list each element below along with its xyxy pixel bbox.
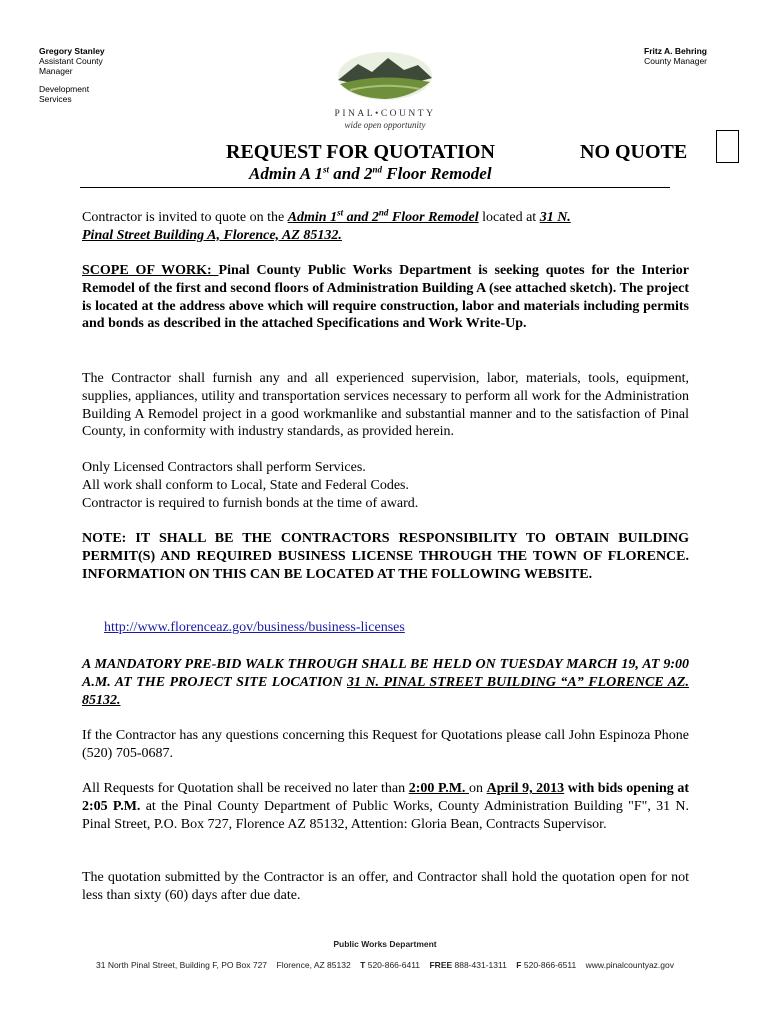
project-address-1: 31 N. bbox=[539, 210, 571, 225]
footer-fax-label: F bbox=[516, 960, 522, 970]
footer-tollfree: 888-431-1311 bbox=[454, 960, 507, 970]
assistant-manager-name: Gregory Stanley bbox=[39, 46, 105, 56]
footer-fax: 520-866-6511 bbox=[523, 960, 577, 970]
project-sup-2: nd bbox=[378, 207, 389, 218]
header-right bbox=[644, 46, 707, 66]
deadline-text-2: on bbox=[469, 781, 487, 796]
mountain-logo-icon bbox=[320, 48, 450, 104]
footer-address: 31 North Pinal Street, Building F, PO Box 727 bbox=[96, 960, 268, 970]
title-divider bbox=[80, 187, 670, 188]
footer-phone-label: T bbox=[360, 960, 366, 970]
county-manager-title: County Manager bbox=[644, 56, 707, 66]
questions-paragraph: If the Contractor has any questions concerning this Request for Quotations please call John Espinoza Phone (520) 705-0687. bbox=[82, 728, 689, 761]
scope-label: SCOPE OF WORK: bbox=[82, 263, 219, 278]
project-name-a: Admin 1 bbox=[287, 210, 338, 225]
walkthrough-text: A MANDATORY PRE-BID WALK THROUGH SHALL BE HELD ON TUESDAY MARCH 19, AT 9:00 A.M. AT THE PROJECT SITE LOCATION bbox=[82, 657, 689, 690]
deadline-text-1: All Requests for Quotation shall be received no later than bbox=[82, 781, 409, 796]
walkthrough-location: 31 N. PINAL STREET BUILDING “A” FLORENCE AZ. 85132. bbox=[82, 674, 689, 708]
dept-line-1: Development bbox=[39, 84, 90, 94]
footer-city: Florence, AZ 85132 bbox=[276, 960, 351, 970]
dept-line-2: Services bbox=[39, 94, 72, 104]
document-subtitle bbox=[249, 164, 492, 184]
subtitle-prefix: Admin A 1 bbox=[249, 164, 324, 183]
walkthrough-notice bbox=[82, 656, 689, 709]
subtitle-sup-1: st bbox=[323, 164, 330, 175]
footer-dept-name: Public Works Department bbox=[333, 939, 437, 949]
pinal-county-logo bbox=[320, 48, 450, 130]
assistant-manager-title-2: Manager bbox=[39, 66, 73, 76]
requirements-list bbox=[82, 459, 689, 512]
footer-website[interactable]: www.pinalcountyaz.gov bbox=[585, 960, 674, 970]
business-license-link[interactable]: http://www.florenceaz.gov/business/business-licenses bbox=[104, 620, 405, 635]
footer-phone: 520-866-6411 bbox=[367, 960, 421, 970]
project-name-b: and 2 bbox=[343, 210, 379, 225]
no-quote-checkbox[interactable] bbox=[716, 130, 739, 163]
subtitle-mid: and 2 bbox=[329, 164, 373, 183]
requirement-item: Contractor is required to furnish bonds at the time of award. bbox=[82, 495, 419, 511]
offer-paragraph: The quotation submitted by the Contractor is an offer, and Contractor shall hold the quotation open for not less than sixty (60) days after due date. bbox=[82, 870, 689, 903]
furnish-paragraph: The Contractor shall furnish any and all experienced supervision, labor, materials, tools, equipment, supplies, appliances, utility and transportation services necessary to perform all work for the Administration Building A Remodel project in a good workmanlike and substantial manner and to the satisfaction of Pinal County, in conformity with industry standards, as provided herein. bbox=[82, 371, 689, 440]
county-manager-name: Fritz A. Behring bbox=[644, 46, 707, 56]
project-sup-1: st bbox=[337, 207, 344, 218]
deadline-text-4: at the Pinal County Department of Public Works, County Administration Building "F", 31 N. Pinal Street, P.O. Box 727, Florence AZ 85132, Attention: Gloria Bean, Contracts Supervisor. bbox=[82, 798, 689, 832]
footer-dept bbox=[0, 939, 770, 949]
deadline-time: 2:00 P.M. bbox=[408, 781, 470, 796]
footer-tollfree-label: FREE bbox=[429, 960, 453, 970]
no-quote-label: NO QUOTE bbox=[580, 141, 688, 163]
project-address-2: Pinal Street Building A, Florence, AZ 85132. bbox=[82, 227, 342, 243]
logo-tagline: wide open opportunity bbox=[344, 120, 426, 130]
intro-located: located at bbox=[478, 210, 540, 225]
logo-name: PINAL•COUNTY bbox=[334, 109, 436, 119]
intro-paragraph bbox=[82, 209, 689, 245]
subtitle-sup-2: nd bbox=[372, 164, 383, 175]
project-name-c: Floor Remodel bbox=[388, 210, 479, 225]
bid-opening-time: with bids opening at 2:05 P.M. bbox=[82, 781, 690, 814]
intro-text: Contractor is invited to quote on the bbox=[82, 210, 288, 225]
permit-note: NOTE: IT SHALL BE THE CONTRACTORS RESPONSIBILITY TO OBTAIN BUILDING PERMIT(S) AND REQUIRED BUSINESS LICENSE THROUGH THE TOWN OF FLORENCE. INFORMATION ON THIS CAN BE LOCATED AT THE FOLLOWING WEBSITE. bbox=[82, 531, 689, 582]
deadline-paragraph bbox=[82, 780, 689, 833]
deadline-date: April 9, 2013 bbox=[486, 781, 565, 796]
requirement-item: Only Licensed Contractors shall perform Services. bbox=[82, 460, 366, 475]
requirement-item: All work shall conform to Local, State and Federal Codes. bbox=[82, 477, 409, 493]
footer-contact bbox=[0, 960, 770, 970]
assistant-manager-title-1: Assistant County bbox=[39, 56, 103, 66]
project-name bbox=[287, 207, 479, 225]
scope-text: Pinal County Public Works Department is seeking quotes for the Interior Remodel of the first and second floors of Administration Building A (see attached sketch). The project is located at the address above which will require construction, labor and materials including permits and bonds as described in the attached Specifications and Work Write-Up. bbox=[82, 263, 689, 332]
subtitle-suffix: Floor Remodel bbox=[382, 164, 492, 183]
scope-of-work bbox=[82, 262, 689, 333]
document-title: REQUEST FOR QUOTATION bbox=[226, 141, 495, 163]
header-left bbox=[39, 46, 105, 104]
